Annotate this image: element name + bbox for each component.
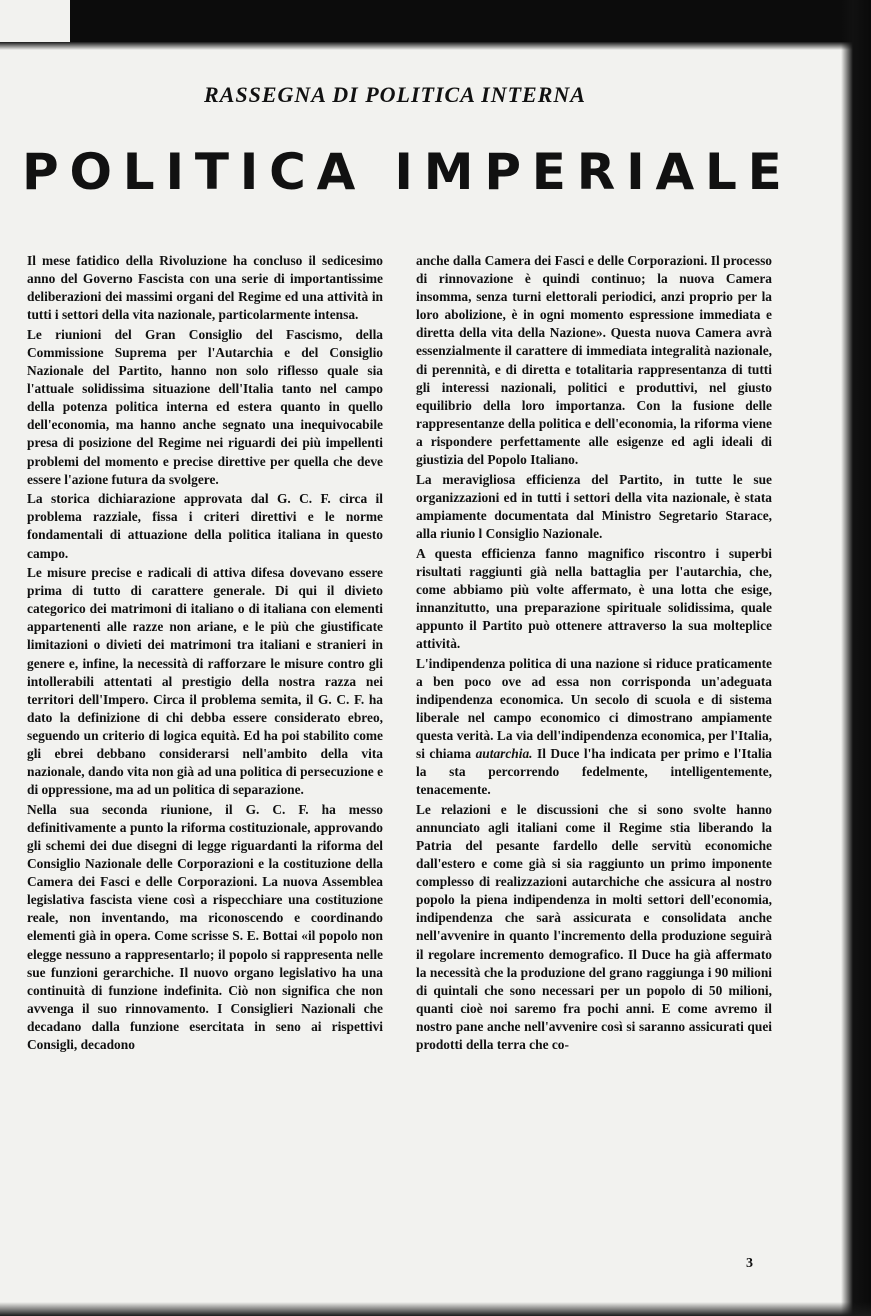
paragraph: A questa efficienza fanno magnifico riscontro i superbi risultati raggiunti già nella battaglia per l'autarchia, che, come abbiamo più volte affermato, è una lotta che esige, innanzitutto, una preparazione spirituale solidissima, quale appunto il Partito può ottenere attraverso la sua molteplice attività. xyxy=(416,545,772,651)
headline-letter: E xyxy=(747,143,782,201)
paragraph-text: L'indipendenza politica di una nazione si riduce praticamente a ben poco ove ad essa non corrisponda un'adeguata indipendenza economica. Un secolo di scuola e di sistema liberale nel campo economico ci dimostrano ampiamente questa verità. La via dell'indipendenza economica, per l'Italia, si chiama xyxy=(416,655,772,762)
headline-letter: P xyxy=(484,143,521,201)
headline xyxy=(22,140,782,204)
headline-letter: R xyxy=(576,143,616,201)
article-column-left xyxy=(27,252,383,1056)
paragraph: Nella sua seconda riunione, il G. C. F. ha messo definitivamente a punto la riforma costituzionale, approvando gli schemi dei due disegni di legge riguardanti la riforma del Consiglio Nazionale delle Corporazioni e la costituzione della Camera dei Fasci e delle Corporazioni. La nuova Assemblea legislativa fascista viene così a rispecchiare una costituzione reale, non inventando, ma riconoscendo e coordinando elementi già in opera. Come scrisse S. E. Bottai «il popolo non elegge nessuno a rappresentarlo; il popolo si rappresenta nelle sue funzioni gerarchiche. Il nuovo organo legislativo ha una continuità di funzione indefinita. Ciò non significa che non avvenga il suo rinnovamento. I Consiglieri Nazionali che decadano dalla funzione esercitata in seno ai rispettivi Consigli, decadono xyxy=(27,801,383,1053)
headline-letter: T xyxy=(194,143,229,201)
page-number: 3 xyxy=(746,1256,753,1271)
headline-letter: O xyxy=(69,143,112,201)
headline-letter: M xyxy=(423,143,474,201)
paragraph: anche dalla Camera dei Fasci e delle Corporazioni. Il processo di rinnovazione è quindi continuo; la nuova Camera insomma, senza turni elettorali periodici, anzi proprio per la loro abolizione, è in ogni momento espressione immediata e diretta della vita della Nazione». Questa nuova Camera avrà essenzialmente il carattere di immediata integralità nazionale, di perennità, e di diretta e totalitaria rappresentanza di tutti gli interessi nazionali, politici e produttivi, nel giusto equilibrio della loro importanza. Con la fusione delle rappresentanze della politica e dell'economia, la riforma viene a rispondere perfettamente alle esigenze ed agli ideali di giustizia del Popolo Italiano. xyxy=(416,253,772,468)
paragraph: La meravigliosa efficienza del Partito, in tutte le sue organizzazioni ed in tutti i settori della vita nazionale, è stata ampiamente documentata dal Ministro Segretario Starace, alla riunio l Consiglio Nazionale. xyxy=(416,471,772,541)
emphasis-autarchia: autarchia. xyxy=(475,746,533,762)
paragraph: Il mese fatidico della Rivoluzione ha concluso il sedicesimo anno del Governo Fascista con una serie di importantissime deliberazioni dei massimi organi del Regime ed una attività in tutti i settori della vita nazionale, particolarmente intensa. xyxy=(27,253,383,323)
headline-letter: I xyxy=(626,143,645,201)
paragraph-text: Il Duce l'ha indicata per primo e l'Italia la sta percorrendo fedelmente, intelligentemente, tenacemente. xyxy=(416,746,772,798)
headline-letter: I xyxy=(394,143,413,201)
paragraph: Le misure precise e radicali di attiva difesa dovevano essere prima di tutto di carattere generale. Di qui il divieto categorico dei matrimoni di italiano o di italiana con elementi appartenenti alle razze non ariane, e le più che giustificate limitazioni o divieti dei matrimoni tra italiani e stranieri in genere e, infine, la necessità di rafforzare le misure contro gli intollerabili attentati al prestigio della nostra razza nei territori dell'Impero. Circa il problema semita, il G. C. F. ha dato la definizione di chi debba essere considerato ebreo, seguendo un criterio di logica equità. Ed ha poi stabilito come gli ebrei debbano considerarsi nell'ambito della vita nazionale, dando vita non già ad una politica di persecuzione e di oppressione, ma ad un politica di separazione. xyxy=(27,565,384,798)
article-column-right xyxy=(416,252,772,1056)
headline-letter: E xyxy=(531,143,566,201)
headline-letter: L xyxy=(704,143,737,201)
headline-letter: A xyxy=(316,143,356,201)
scan-border-right xyxy=(841,0,871,1316)
headline-letter: I xyxy=(165,143,185,201)
paragraph: La storica dichiarazione approvata dal G. C. F. circa il problema razziale, fissa i criteri direttivi e le norme fondamentali di attuazione della politica italiana in questo campo. xyxy=(27,491,383,561)
headline-letter: A xyxy=(655,143,695,201)
section-rubric: RASSEGNA DI POLITICA INTERNA xyxy=(204,82,586,107)
headline-gap xyxy=(366,140,383,204)
paragraph: Le relazioni e le discussioni che si sono svolte hanno annunciato agli italiani come il Regime stia liberando la Patria del pesante fardello delle servitù economiche dall'estero e come già si sia raggiunto un primo imponente complesso di realizzazioni autarchiche che assicura al nostro popolo la piena indipendenza in molti settori dell'economia, indipendenza che sarà assicurata e consolidata anche nell'avvenire in quanto l'incremento della produzione seguirà il regolare incremento demografico. Il Duce ha già affermato la necessità che la produzione del grano raggiunga i 90 milioni di quintali che sono necessari per un popolo di 50 milioni, quanti cioè noi saremo fra pochi anni. E come avremo il nostro pane anche nell'avvenire così si saranno assicurati quei prodotti della terra che co- xyxy=(416,801,772,1053)
headline-letter: C xyxy=(269,143,306,201)
paragraph: Le riunioni del Gran Consiglio del Fascismo, della Commissione Suprema per l'Autarchia e del Consiglio Nazionale del Partito, hanno non solo riflesso quale sia l'attuale solidissima situazione dell'Italia tanto nel campo della potenza politica interna ed estera quanto in quello dell'economia, ma hanno anche segnato una inequivocabile presa di posizione del Regime nei riguardi dei più impellenti problemi del momento e precise direttive per quella che deve essere l'azione futura da svolgere. xyxy=(27,326,383,487)
headline-letter: P xyxy=(22,143,59,201)
headline-letter: L xyxy=(122,143,155,201)
paragraph xyxy=(416,655,772,800)
headline-letter: I xyxy=(239,143,259,201)
